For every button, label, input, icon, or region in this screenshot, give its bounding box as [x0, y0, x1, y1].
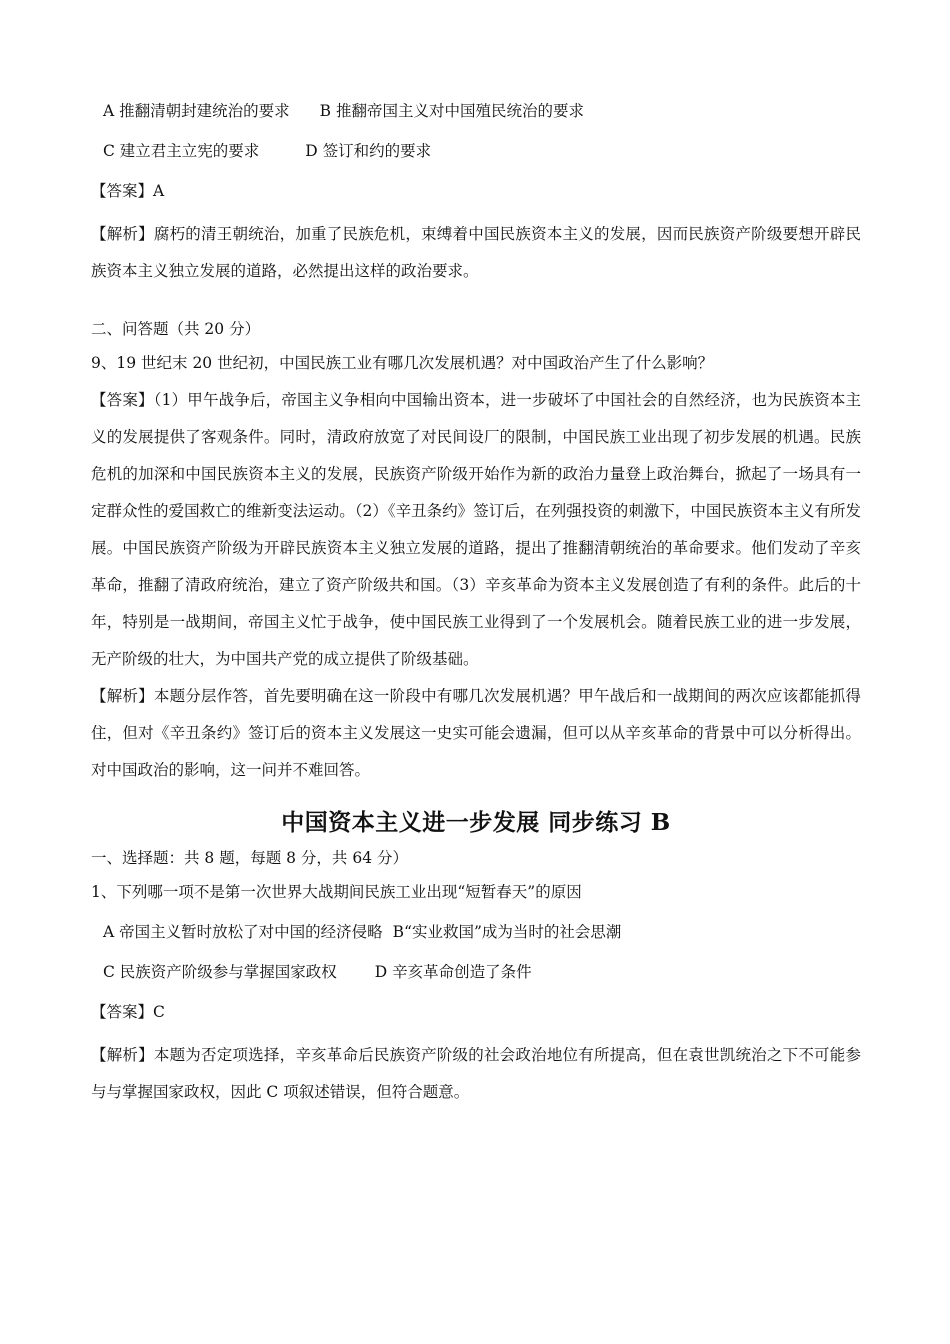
q1-option-d: D 辛亥革命创造了条件 — [374, 963, 532, 981]
q9-question: 9、19 世纪末 20 世纪初，中国民族工业有哪几次发展机遇？对中国政治产生了什么影响？ — [91, 354, 714, 372]
q8-analysis: 【解析】腐朽的清王朝统治，加重了民族危机，束缚着中国民族资本主义的发展，因而民族资产阶级要想开辟民族资本主义独立发展的道路，必然提出这样的政治要求。 — [91, 225, 861, 280]
section-2-heading: 二、问答题（共 20 分） — [91, 320, 261, 338]
q1-analysis: 【解析】本题为否定项选择，辛亥革命后民族资产阶级的社会政治地位有所提高，但在袁世凯统治之下不可能参与与掌握国家政权，因此 C 项叙述错误，但符合题意。 — [91, 1046, 861, 1101]
q9-analysis: 【解析】本题分层作答，首先要明确在这一阶段中有哪几次发展机遇？甲午战后和一战期间的两次应该都能抓得住，但对《辛丑条约》签订后的资本主义发展这一史实可能会遗漏，但可以从辛亥革命的背景中可以分析得出。对中国政治的影响，这一问并不难回答。 — [91, 687, 861, 779]
q1-option-b: B“实业救国”成为当时的社会思潮 — [392, 923, 622, 941]
q8-options-row-2 — [91, 136, 861, 166]
q8-answer: 【答案】A — [91, 182, 165, 200]
section-1-heading: 一、选择题：共 8 题，每题 8 分，共 64 分） — [91, 849, 409, 867]
q1-answer: 【答案】C — [91, 1003, 165, 1021]
q8-option-a: A 推翻清朝封建统治的要求 — [103, 102, 290, 120]
q8-option-b: B 推翻帝国主义对中国殖民统治的要求 — [319, 102, 584, 120]
q8-options-row-1 — [91, 96, 861, 126]
q8-option-c: C 建立君主立宪的要求 — [103, 142, 260, 160]
exercise-b-title: 中国资本主义进一步发展 同步练习 B — [281, 809, 671, 836]
q1-question: 1、下列哪一项不是第一次世界大战期间民族工业出现“短暂春天”的原因 — [91, 883, 582, 901]
document-page — [91, 96, 861, 1111]
q1-option-c: C 民族资产阶级参与掌握国家政权 — [103, 963, 337, 981]
q9-answer: 【答案】（1）甲午战争后，帝国主义争相向中国输出资本，进一步破坏了中国社会的自然经济，也为民族资本主义的发展提供了客观条件。同时，清政府放宽了对民间设厂的限制，中国民族工业出现了初步发展的机遇。民族危机的加深和中国民族资本主义的发展，民族资产阶级开始作为新的政治力量登上政治舞台，掀起了一场具有一定群众性的爱国救亡的维新变法运动。（2）《辛丑条约》签订后，在列强投资的刺激下，中国民族资本主义有所发展。中国民族资产阶级为开辟民族资本主义独立发展的道路，提出了推翻清朝统治的革命要求。他们发动了辛亥革命，推翻了清政府统治，建立了资产阶级共和国。（3）辛亥革命为资本主义发展创造了有利的条件。此后的十年，特别是一战期间，帝国主义忙于战争，使中国民族工业得到了一个发展机会。随着民族工业的进一步发展，无产阶级的壮大，为中国共产党的成立提供了阶级基础。 — [91, 391, 861, 668]
q1-option-a: A 帝国主义暂时放松了对中国的经济侵略 — [103, 923, 383, 941]
q1-options-row-2 — [91, 957, 861, 987]
q1-options-row-1 — [91, 917, 861, 947]
q8-option-d: D 签订和约的要求 — [305, 142, 432, 160]
